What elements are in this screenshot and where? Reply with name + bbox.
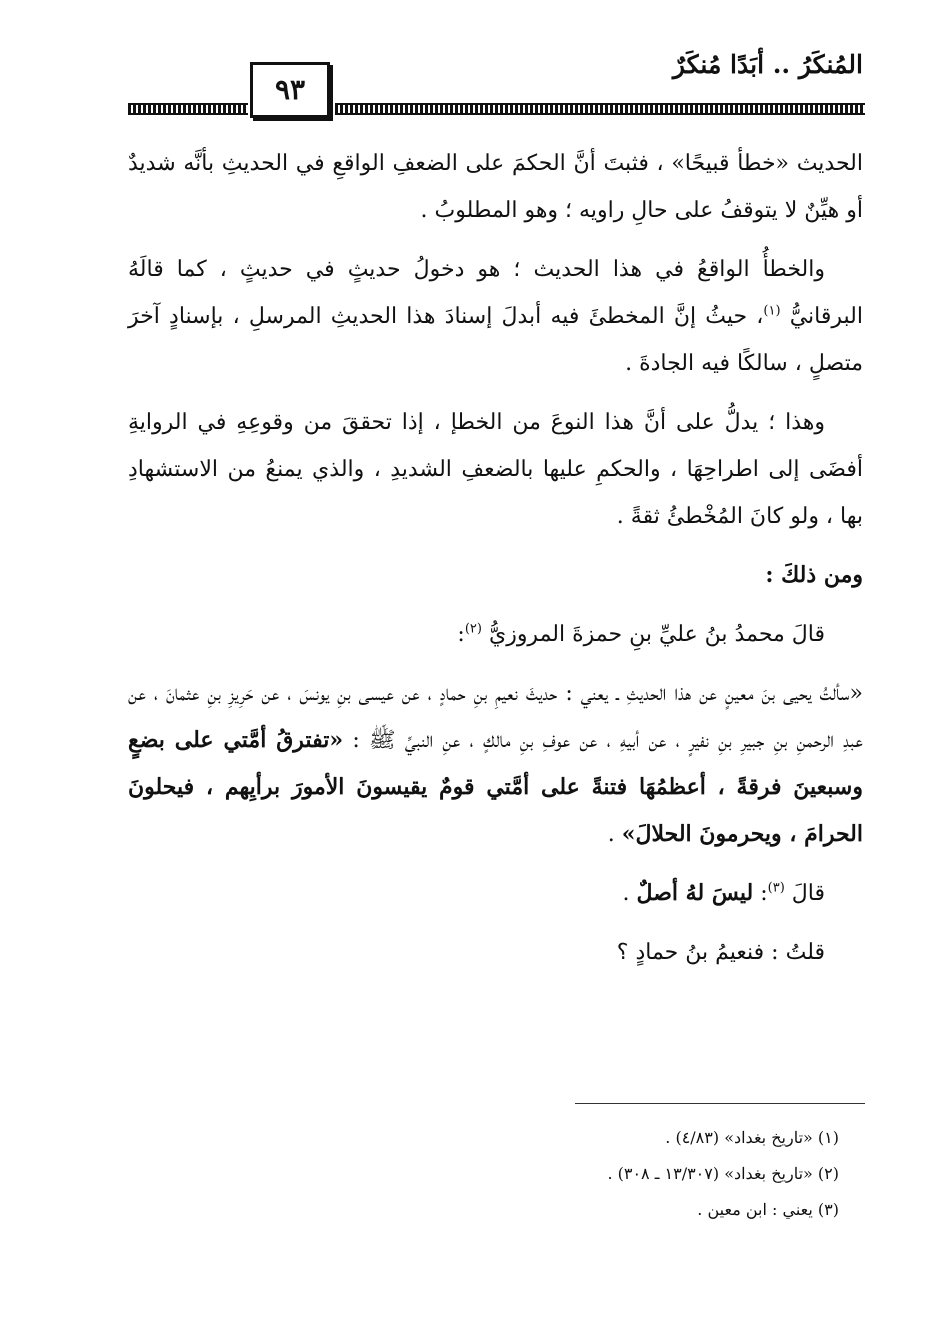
paragraph-3: وهذا ؛ يدلُّ على أنَّ هذا النوعَ من الخطإ ، إذا تحققَ من وقوعِهِ في الروايةِ أفضَى إلى اطراحِهَا ، والحكمِ عليها بالضعفِ الشديدِ ، والذي يمنعُ من الاستشهادِ بها ، ولو كانَ المُخْطئُ ثقةً . xyxy=(128,410,863,529)
footnote-separator xyxy=(575,1103,865,1104)
paragraph-2-text-a: والخطأُ الواقعُ في هذا الحديث ؛ هو دخولُ حديثٍ في حديثٍ ، كما قالَهُ البرقانيُّ xyxy=(128,257,863,329)
footnote-ref-3: (٣) xyxy=(767,880,785,896)
footnote-ref-2: (٢) xyxy=(464,621,482,637)
footnote-2: (٢) «تاريخ بغداد» (١٣/٣٠٧ ـ ٣٠٨) . xyxy=(607,1164,839,1183)
section-heading: ومن ذلكَ : xyxy=(765,562,863,588)
paragraph-4-text-b: : xyxy=(457,622,465,647)
footnotes xyxy=(139,1120,839,1228)
paragraph-5-text: «سألتُ يحيى بنَ معينٍ عن هذا الحديثِ ـ يعني : حديثَ نعيمِ بنِ حمادٍ ، عن عيسى بنِ يونسَ ، عن حَرِيزِ بنِ عثمانَ ، عن عبدِ الرحمنِ بنِ جبيرِ بنِ نفيرٍ ، عن أبيهِ ، عن عوفِ بنِ مالكٍ ، عنِ النبيِّ ﷺ : xyxy=(128,681,863,753)
paragraph-6-text-a: قالَ xyxy=(791,881,825,906)
paragraph-5-end: . xyxy=(607,822,615,847)
page-number: ٩٣ xyxy=(250,62,330,118)
hadith-text: «تفترقُ أمَّتي على بضعٍ وسبعينَ فرقةً ، أعظمُهَا فتنةً على أمَّتي قومٌ يقيسونَ الأمورَ برأيِهم ، فيحلونَ الحرامَ ، ويحرمونَ الحلالَ» xyxy=(128,727,863,847)
running-title: المُنكَرُ .. أبَدًا مُنكَرٌ xyxy=(672,50,863,79)
verdict-text: ليسَ لهُ أصلٌ xyxy=(636,880,754,906)
paragraph-2 xyxy=(128,246,863,387)
paragraph-4 xyxy=(128,611,863,658)
footnote-3: (٣) يعني : ابن معين . xyxy=(697,1200,839,1219)
paragraph-6 xyxy=(128,870,863,917)
header-rule-right xyxy=(335,103,865,115)
paragraph-1: الحديث «خطأ قبيحًا» ، فثبتَ أنَّ الحكمَ على الضعفِ الواقعِ في الحديثِ بأنَّه شديدٌ أو هيِّنٌ لا يتوقفُ على حالِ راويه ؛ وهو المطلوبُ . xyxy=(128,151,863,223)
header-rule-left xyxy=(128,103,248,115)
paragraph-6-end: . xyxy=(622,881,630,906)
paragraph-7: قلتُ : فنعيمُ بنُ حمادٍ ؟ xyxy=(616,940,825,965)
footnote-ref-1: (١) xyxy=(763,303,781,319)
footnote-1: (١) «تاريخ بغداد» (٤/٨٣) . xyxy=(665,1128,839,1147)
paragraph-5 xyxy=(128,670,863,858)
paragraph-6-text-b: : xyxy=(760,881,768,906)
main-text xyxy=(128,140,863,988)
paragraph-2-text-b: ، حيثُ إنَّ المخطئَ فيه أبدلَ إسنادَ هذا الحديثِ المرسلِ ، بإسنادٍ آخرَ متصلٍ ، سالكًا فيه الجادةَ . xyxy=(128,304,863,376)
paragraph-4-text-a: قالَ محمدُ بنُ عليِّ بنِ حمزةَ المروزيُّ xyxy=(488,622,825,647)
